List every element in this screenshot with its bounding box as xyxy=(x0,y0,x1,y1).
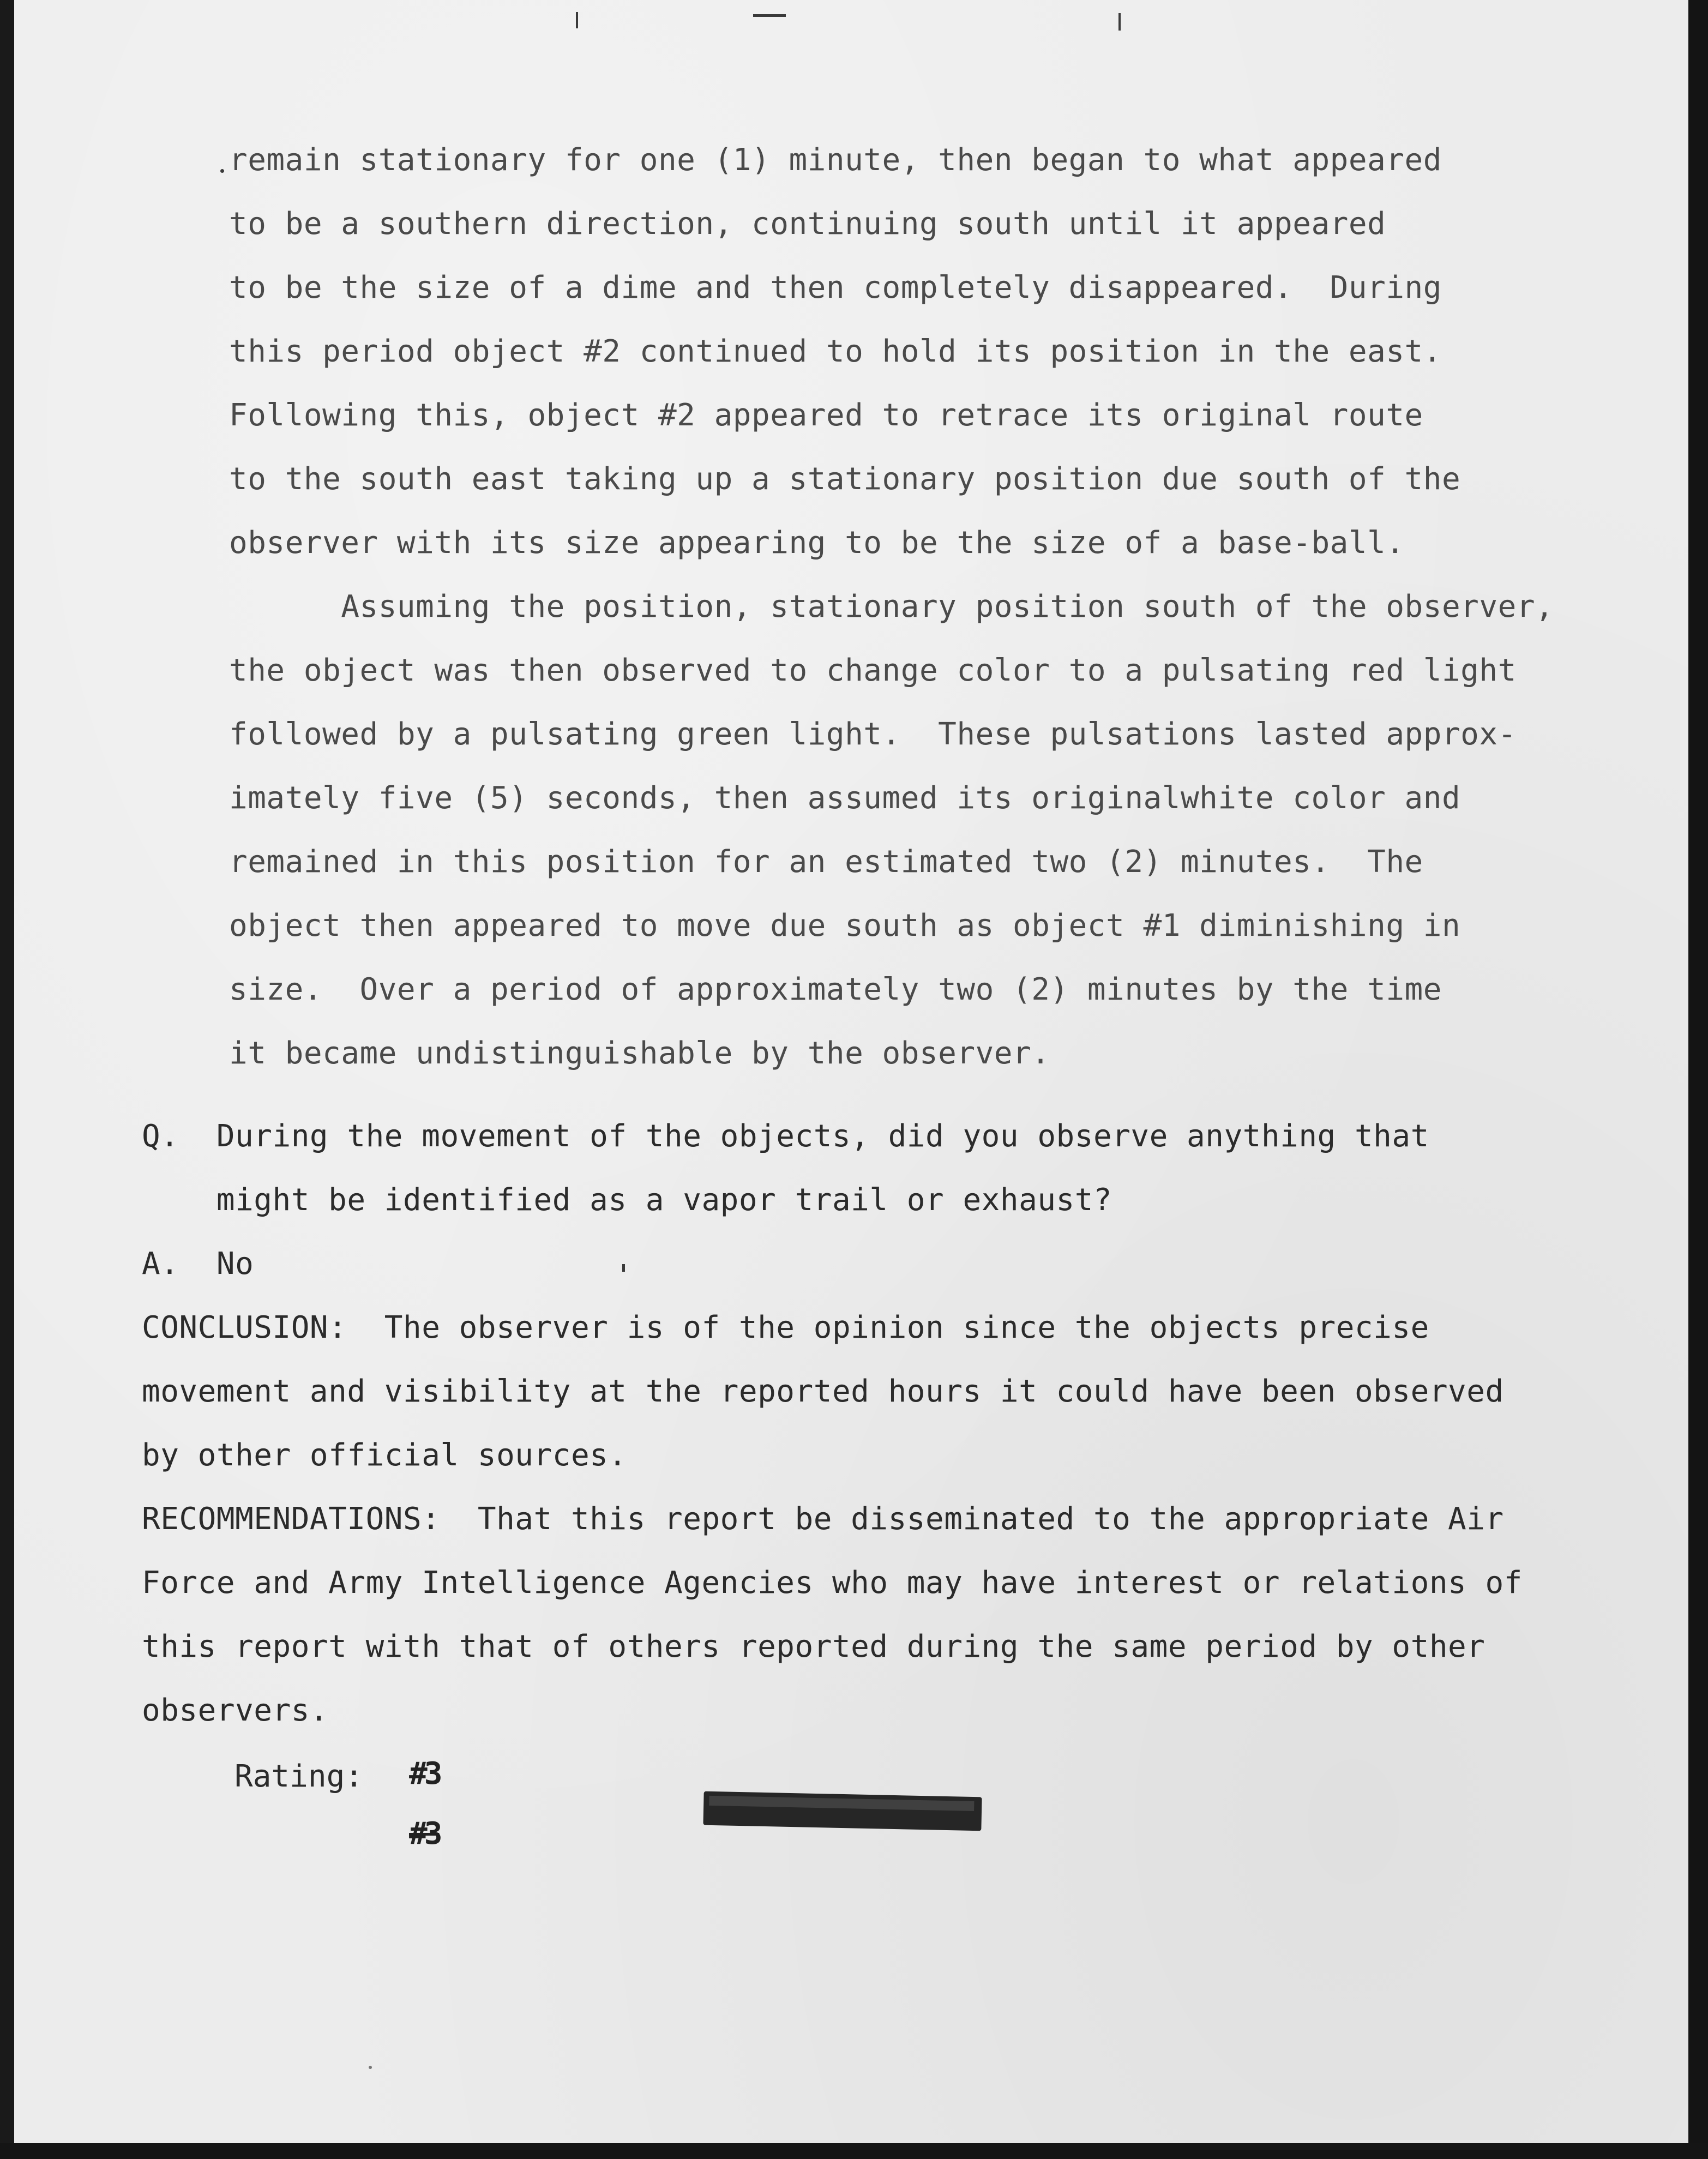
report-narrative-paragraphs: remain stationary for one (1) minute, then began to what appeared to be a southern direction, continuing south until it appeared to be the size of a dime and then completely disappeared. During this period object #2 continued to hold its position in the east. Following this, object #2 appeared to retrace its original route to the south east taking up a stationary position due south of the observer with its size appearing to be the size of a base-ball. Assuming the position, stationary position south of the observer, the object was then observed to change color to a pulsating red light followed by a pulsating green light. These pulsations lasted approx- imately five (5) seconds, then assumed its originalwhite color and remained in this position for an estimated two (2) minutes. The object then appeared to move due south as object #1 diminishing in size. Over a period of approximately two (2) minutes by the time it became undistinguishable by the observer. xyxy=(229,142,1554,1071)
scan-bottom-border xyxy=(0,2143,1708,2159)
top-edge-mark xyxy=(1118,13,1121,31)
question-conclusion-recommendations: Q. During the movement of the objects, did you observe anything that might be identified as a vapor trail or exhaust? A. No CONCLUSION: The observer is of the opinion since the objects precise movement and visibility at the reported hours it could have been observed by other official sources. RECOMMENDATIONS: That this report be disseminated to the appropriate Air Force and Army Intelligence Agencies who may have interest or relations of this report with that of others reported during the same period by other observers. xyxy=(142,1118,1523,1728)
rating-value: #3 xyxy=(409,1816,440,1851)
top-edge-mark xyxy=(753,14,786,17)
redaction-bar xyxy=(703,1791,982,1831)
page-speck xyxy=(369,2066,372,2069)
margin-speck xyxy=(220,169,224,173)
rating-value-struck: #3 xyxy=(409,1756,440,1791)
rating-label: Rating: xyxy=(234,1759,364,1794)
top-edge-mark xyxy=(576,12,578,28)
scan-left-border xyxy=(0,0,14,2159)
